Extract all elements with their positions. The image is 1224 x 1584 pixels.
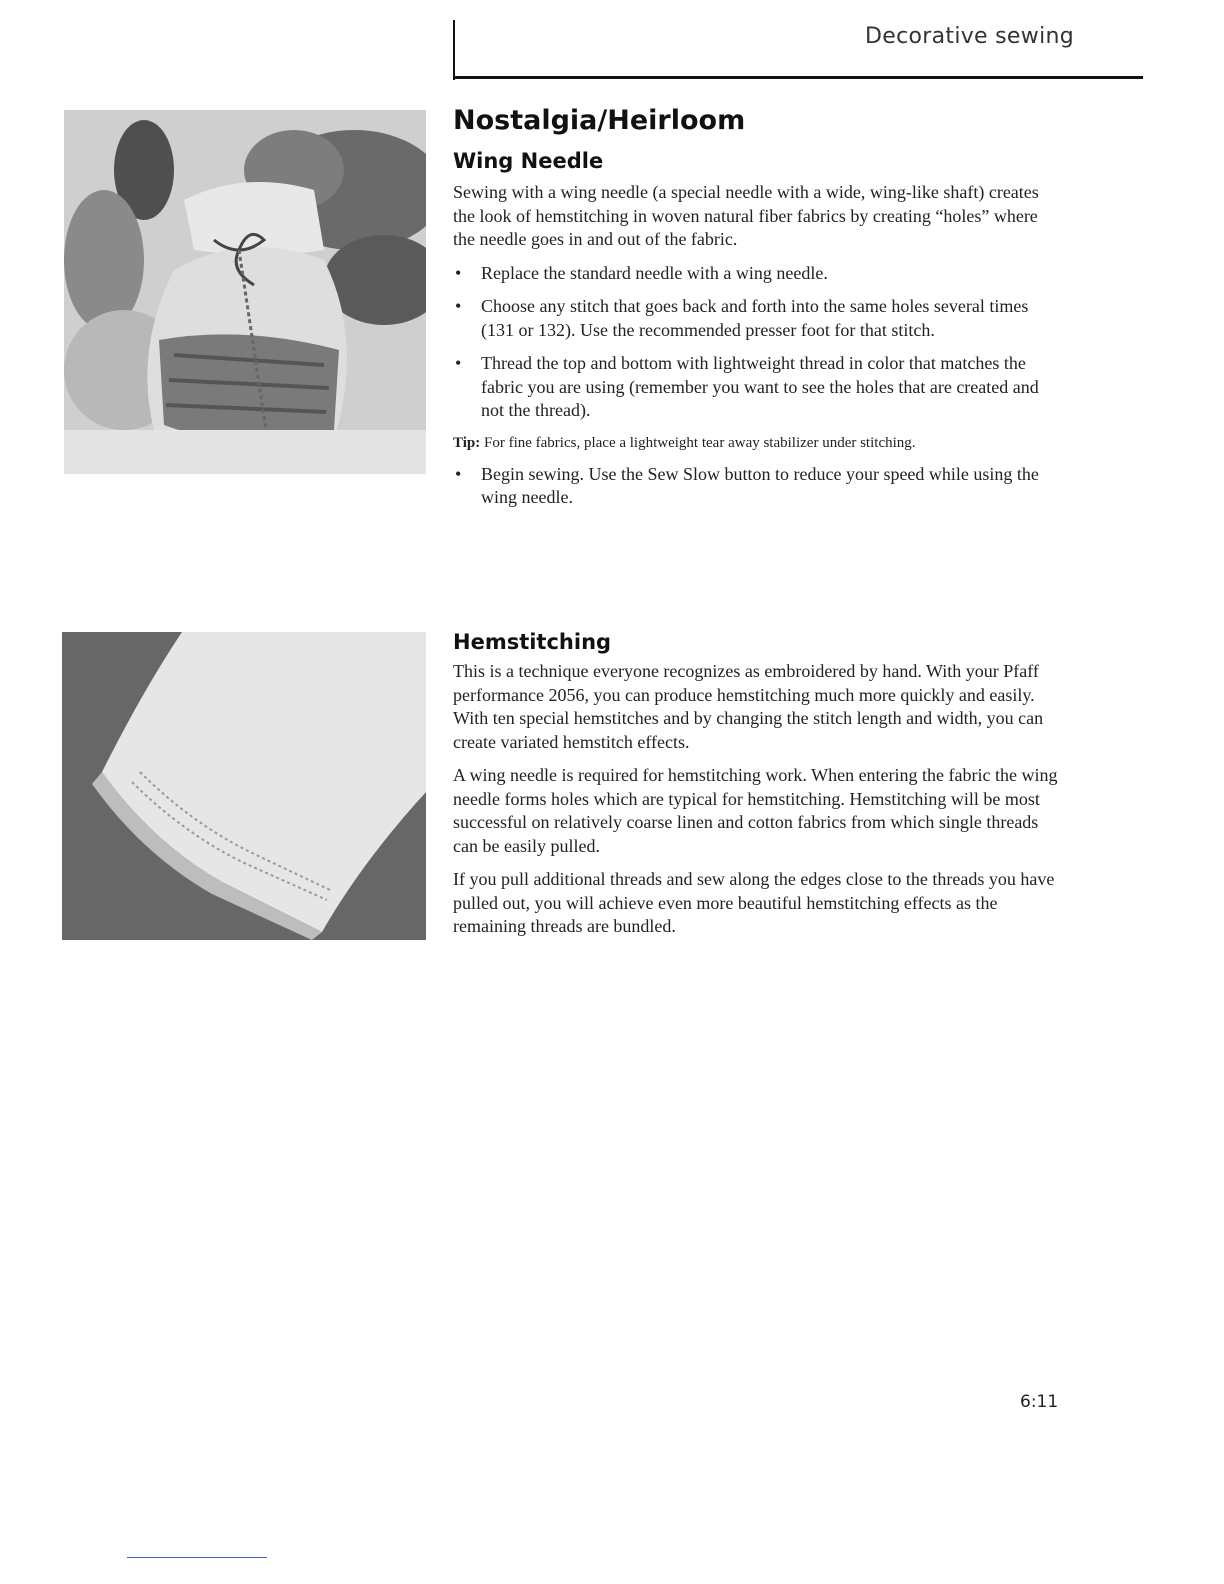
hemstitching-section [453,628,1063,939]
wing-needle-final-step [453,463,1063,510]
bullet-glyph: • [455,296,462,316]
page-title: Nostalgia/Heirloom [453,105,746,136]
hemstitching-paragraph: If you pull additional threads and sew along the edges close to the threads you have pulled out, you will achieve even more beautiful hemstitching effects as the remaining threads are bundled. [453,869,1055,936]
step-text: Replace the standard needle with a wing needle. [481,262,828,283]
page-number: 6:11 [1020,1392,1059,1412]
wing-needle-steps [453,262,1063,423]
header-vertical-rule [453,20,455,80]
bullet-glyph: • [455,463,462,484]
tip-note [453,433,1063,453]
bullet-glyph: • [455,262,462,283]
list-item [453,295,1063,342]
list-item [453,463,1063,510]
tip-text: For fine fabrics, place a lightweight tear away stabilizer under stitching. [484,434,916,451]
step-text: Choose any stitch that goes back and forth into the same holes several times (131 or 132). Use the recommended presser foot for that stitch. [481,296,1029,340]
step-text: Thread the top and bottom with lightweight thread in color that matches the fabric you are using (remember you want to see the holes that are created and not the thread). [481,353,1039,420]
wing-needle-heading: Wing Needle [453,149,604,173]
section-header: Decorative sewing [865,24,1074,49]
list-item [453,262,1063,286]
footer-rule [127,1557,267,1558]
wing-needle-section [453,104,1063,510]
bullet-glyph: • [455,353,462,373]
list-item [453,352,1063,423]
hemstitched-sleeve-photo [62,632,426,940]
hemstitching-heading: Hemstitching [453,630,612,654]
hemstitching-paragraph: A wing needle is required for hemstitching work. When entering the fabric the wing needle forms holes which are typical for hemstitching. Hemstitching will be most successful on relatively coarse linen and cotton fabrics from which single threads can be easily pulled. [453,765,1058,856]
wing-needle-intro: Sewing with a wing needle (a special needle with a wide, wing-like shaft) creates the look of hemstitching in woven natural fiber fabrics by creating “holes” where the needle goes in and out of the fabric. [453,182,1039,249]
hemstitching-paragraph: This is a technique everyone recognizes as embroidered by hand. With your Pfaff performance 2056, you can produce hemstitching much more quickly and easily. With ten special hemstitches and by changing the stitch length and width, you can create variated hemstitch effects. [453,661,1044,752]
step-text: Begin sewing. Use the Sew Slow button to reduce your speed while using the wing needle. [481,463,1039,507]
header-horizontal-rule [453,76,1143,79]
sachet-bag-photo [64,110,426,474]
tip-label: Tip: [453,434,481,451]
